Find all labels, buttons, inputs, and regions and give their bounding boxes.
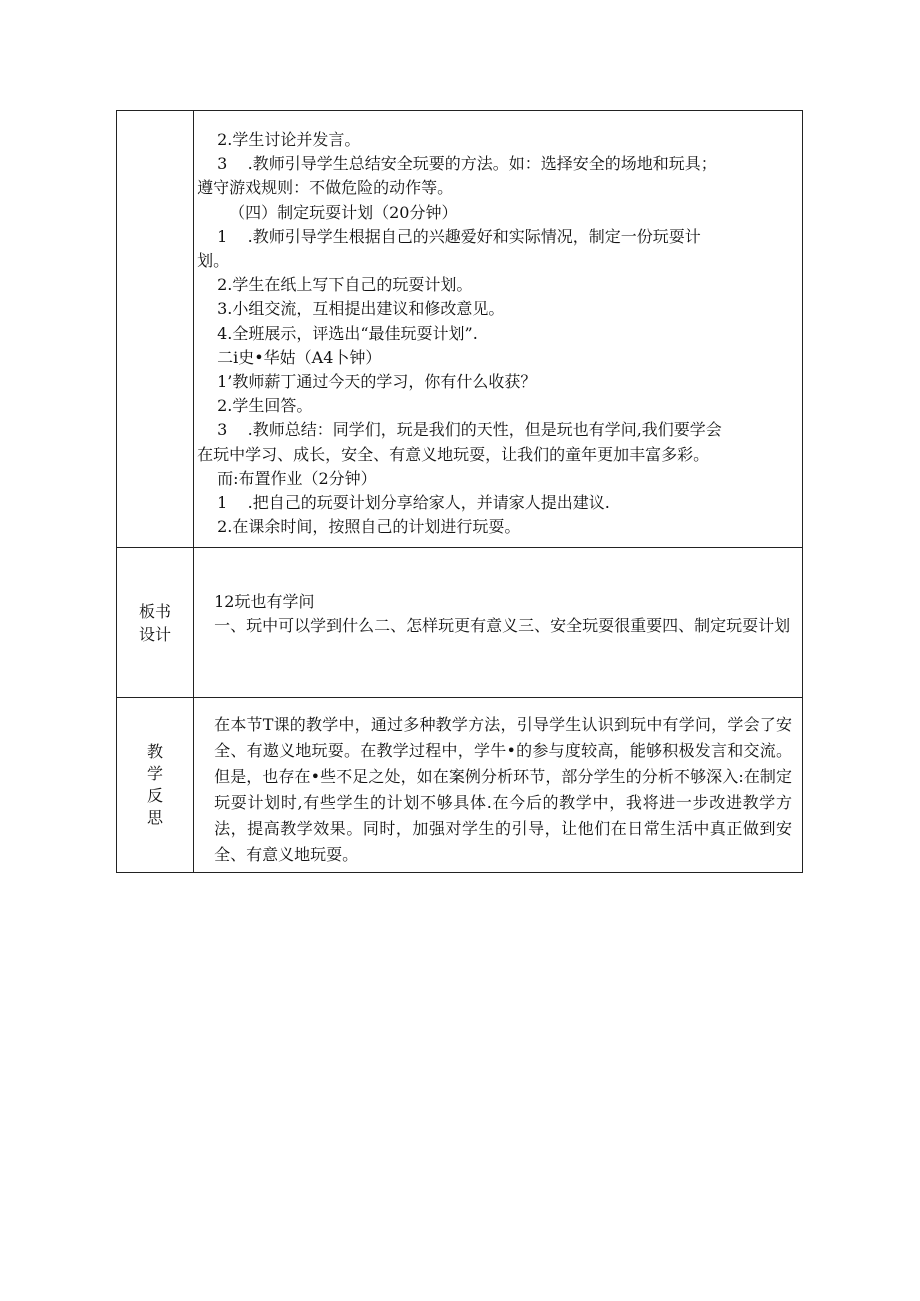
board-design-body: 一、玩中可以学到什么二、怎样玩更有意义三、安全玩耍很重要四、制定玩耍计划 (214, 616, 791, 635)
process-line: 在玩中学习、成长，安全、有意义地玩耍，让我们的童年更加丰富多彩。 (197, 444, 710, 464)
process-line: 2.学生讨论并发言。 (217, 130, 361, 149)
reflection-row (117, 698, 803, 873)
process-line: 3.小组交流，互相提出建议和修改意见。 (217, 299, 505, 319)
lesson-plan-table (116, 110, 803, 873)
process-line: 1’教师薪丁通过今天的学习，你有什么收获？ (217, 372, 537, 392)
process-content-cell (194, 111, 803, 548)
reflection-body: 在本节T课的教学中，通过多种教学方法，引导学生认识到玩中有学问，学会了安全、有遨义地玩耍。在教学过程中，学牛•的参与度较高，能够积极发言和交流。但是，也存在•些不足之处，如在案例分析环节，部分学生的分析不够深入:在制定玩耍计划时,有些学生的计划不够具体.在今后的教学中，我将进一步改进教学方法，提高教学效果。同时，加强对学生的引导，让他们在日常生活中真正做到安全、有意义地玩耍。 (214, 715, 792, 864)
process-line: 3 .教师总结：同学们，玩是我们的天性，但是玩也有学问,我们要学会 (217, 420, 722, 440)
process-line: 1 .把自己的玩耍计划分享给家人，并请家人提出建议. (217, 493, 610, 513)
reflection-content-cell (194, 698, 803, 873)
reflection-label: 教学反思 (147, 742, 164, 827)
process-line: 遵守游戏规则：不做危险的动作等。 (197, 178, 454, 198)
process-line: 划。 (197, 251, 230, 271)
board-design-row (117, 548, 803, 698)
process-line: 3 .教师引导学生总结安全玩要的方法。如：选择安全的场地和玩具； (217, 154, 717, 174)
process-label-cell (117, 111, 194, 548)
process-line: 二i史•华姑（A4卜钟） (217, 347, 382, 367)
process-line: （四）制定玩耍计划（20分钟） (229, 202, 458, 222)
board-design-content-cell (194, 548, 803, 698)
reflection-label-cell (117, 698, 194, 873)
process-row (117, 111, 803, 548)
process-line: 2.在课余时间，按照自己的计划进行玩耍。 (217, 517, 521, 537)
process-line: 2.学生在纸上写下自己的玩耍计划。 (217, 275, 473, 295)
process-line: 4.全班展示，评选出“最佳玩耍计划”. (217, 323, 478, 343)
board-design-label-cell (117, 548, 194, 698)
board-design-label: 板书设计 (139, 601, 172, 644)
process-line: 2.学生回答。 (217, 396, 313, 416)
board-design-title: 12玩也有学问 (214, 592, 315, 611)
process-line: 1 .教师引导学生根据自己的兴趣爱好和实际情况，制定一份玩耍计 (217, 226, 701, 246)
process-line: 而:布置作业（2分钟） (217, 468, 377, 488)
